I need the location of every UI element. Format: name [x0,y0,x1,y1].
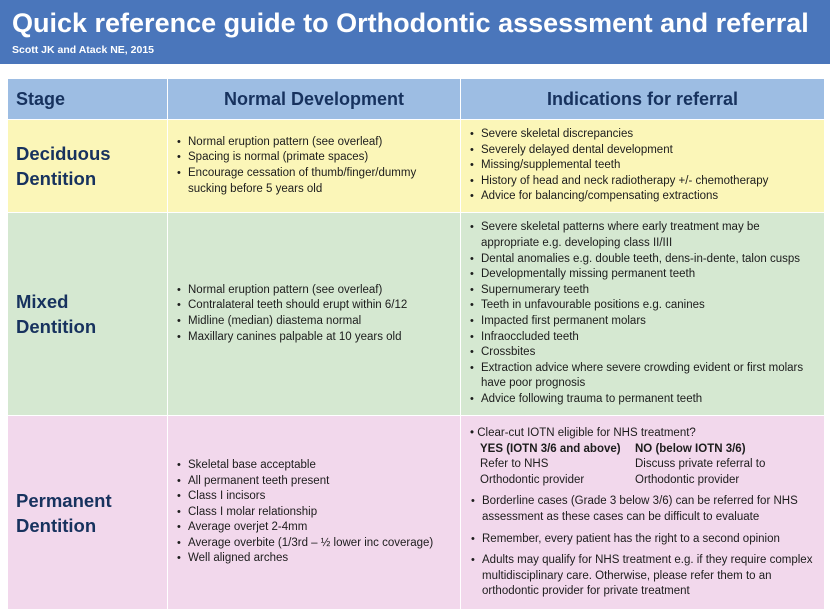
list-item: • Class I incisors [176,489,454,505]
author-citation: Scott JK and Atack NE, 2015 [12,44,154,56]
iotn-no-heading: NO (below IOTN 3/6) [635,442,746,455]
header-row [8,79,825,120]
stage-deciduous [8,120,168,213]
list-item: • Maxillary canines palpable at 10 years old [176,330,454,346]
iotn-yes-line2: Orthodontic provider [480,473,585,486]
mixed-normal-list [168,283,460,345]
list-item: • Borderline cases (Grade 3 below 3/6) can be referred for NHS assessment as these cases can be difficult to evaluate [470,494,817,525]
iotn-yes-heading: YES (IOTN 3/6 and above) [480,442,621,455]
list-item: • Severely delayed dental development [469,143,818,159]
stage-label-line2: Dentition [16,316,97,337]
stage-label-line1: Deciduous [16,143,111,164]
iotn-no-line2: Orthodontic provider [635,473,740,486]
permanent-normal-cell [168,416,461,610]
mixed-normal-cell [168,213,461,416]
list-item: • History of head and neck radiotherapy +/- chemotherapy [469,174,818,190]
page-title: Quick reference guide to Orthodontic assessment and referral [12,8,809,38]
permanent-referral-list [470,494,817,600]
list-item: • Severe skeletal patterns where early treatment may be appropriate e.g. developing class II/III [469,220,818,251]
iotn-question: • Clear-cut IOTN eligible for NHS treatment? [470,427,696,439]
row-permanent [8,416,825,610]
list-item: • Advice following trauma to permanent teeth [469,392,818,408]
list-item: • Normal eruption pattern (see overleaf) [176,283,454,299]
list-item: • Contralateral teeth should erupt within 6/12 [176,298,454,314]
list-item: • Missing/supplemental teeth [469,158,818,174]
list-item: • Skeletal base acceptable [176,458,454,474]
stage-label-line2: Dentition [16,168,97,189]
list-item: • Average overjet 2-4mm [176,520,454,536]
deciduous-normal-list [168,135,460,197]
stage-permanent [8,416,168,610]
row-deciduous [8,120,825,213]
mixed-referral-list [461,220,824,407]
list-item: • Extraction advice where severe crowding evident or first molars have poor prognosis [469,361,818,392]
list-item: • Midline (median) diastema normal [176,314,454,330]
iotn-decision [470,442,817,489]
list-item: • Teeth in unfavourable positions e.g. canines [469,298,818,314]
stage-label-line2: Dentition [16,514,97,536]
list-item: • Class I molar relationship [176,505,454,521]
stage-mixed [8,213,168,416]
deciduous-referral-cell [461,120,825,213]
mixed-referral-cell [461,213,825,416]
iotn-no-line1: Discuss private referral to [635,458,766,471]
list-item: • Dental anomalies e.g. double teeth, dens-in-dente, talon cusps [469,252,818,268]
list-item: • Impacted first permanent molars [469,314,818,330]
reference-table [7,78,825,610]
iotn-yes-column [480,442,635,489]
list-item: • Encourage cessation of thumb/finger/dummy sucking before 5 years old [176,166,454,197]
deciduous-normal-cell [168,120,461,213]
list-item: • Spacing is normal (primate spaces) [176,150,454,166]
list-item: • Well aligned arches [176,551,454,567]
list-item: • Supernumerary teeth [469,283,818,299]
permanent-referral-block [462,422,823,600]
stage-label-line1: Mixed [16,291,69,312]
list-item: • Severe skeletal discrepancies [469,127,818,143]
stage-label-line1: Permanent [16,489,112,511]
row-mixed [8,213,825,416]
header-normal-development: Normal Development [168,79,461,120]
permanent-normal-list [168,458,460,567]
list-item: • Adults may qualify for NHS treatment e.g. if they require complex multidisciplinary care. Otherwise, please refer them to an orthodontic provider for private treatment [470,553,817,600]
title-banner [0,0,830,64]
header-indications-for-referral: Indications for referral [461,79,825,120]
list-item: • Developmentally missing permanent teeth [469,267,818,283]
list-item: • All permanent teeth present [176,474,454,490]
iotn-no-column [635,442,790,489]
permanent-referral-cell [461,416,825,610]
list-item: • Crossbites [469,345,818,361]
header-stage: Stage [8,79,168,120]
list-item: • Normal eruption pattern (see overleaf) [176,135,454,151]
deciduous-referral-list [461,127,824,205]
list-item: • Average overbite (1/3rd – ½ lower inc coverage) [176,536,454,552]
list-item: • Remember, every patient has the right to a second opinion [470,532,817,548]
iotn-yes-line1: Refer to NHS [480,458,549,471]
list-item: • Advice for balancing/compensating extractions [469,189,818,205]
list-item: • Infraoccluded teeth [469,330,818,346]
